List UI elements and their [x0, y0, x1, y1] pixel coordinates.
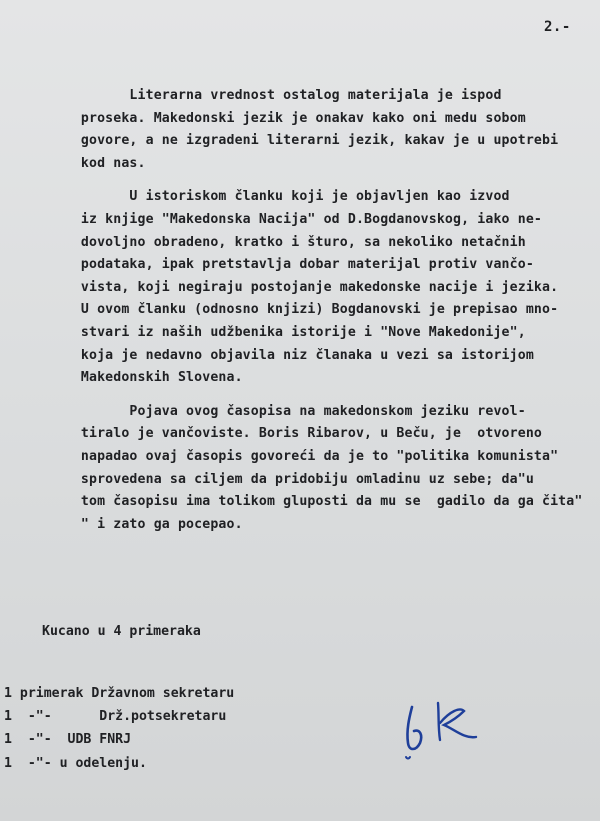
text-line: govore, a ne izgradeni literarni jezik, kakav je u upotrebi: [0, 133, 559, 149]
text-line: U ovom članku (odnosno knjizi) Bogdanovski je prepisao mno-: [0, 302, 559, 318]
distribution-item: 1 -"- UDB FNRJ: [4, 732, 132, 748]
document-body: [0, 85, 600, 547]
text-line: tom časopisu ima tolikom gluposti da mu se gadilo da ga čita": [0, 494, 583, 510]
text-line: U istoriskom članku koji je objavljen kao izvod: [0, 189, 510, 205]
paragraph-literary-value: [0, 85, 600, 175]
distribution-item: 1 primerak Državnom sekretaru: [4, 686, 235, 701]
text-line: podataka, ipak pretstavlja dobar materijal protiv vančo-: [0, 257, 534, 273]
paragraph-historical-article: [0, 186, 600, 389]
text-line: dovoljno obradeno, kratko i šturo, sa nekoliko netačnih: [0, 234, 526, 250]
distribution-list: [4, 682, 234, 775]
handwritten-signature: [398, 685, 498, 765]
page-number: 2.-: [544, 19, 571, 35]
text-line: Pojava ovog časopisa na makedonskom jeziku revol-: [0, 403, 526, 419]
distribution-item: 1 -"- Drž.potsekretaru: [4, 709, 227, 725]
text-line: Makedonskih Slovena.: [0, 370, 243, 386]
text-line: koja je nedavno objavila niz članaka u vezi sa istorijom: [0, 347, 534, 363]
signature-icon: [398, 685, 498, 765]
distribution-item: 1 -"- u odelenju.: [4, 755, 147, 771]
text-line: stvari iz naših udžbenika istorije i "Nove Makedonije",: [0, 324, 526, 340]
text-line: Literarna vrednost ostalog materijala je ispod: [0, 88, 502, 103]
text-line: sprovedena sa ciljem da pridobiju omladinu uz sebe; da"u: [0, 471, 534, 487]
copies-note: Kucano u 4 primeraka: [42, 624, 201, 639]
text-line: vista, koji negiraju postojanje makedonske nacije i jezika.: [0, 279, 559, 295]
text-line: napadao ovaj časopis govoreći da je to "politika komunista": [0, 448, 559, 464]
text-line: " i zato ga pocepao.: [0, 516, 243, 532]
paragraph-journal-reaction: [0, 401, 600, 537]
text-line: kod nas.: [0, 155, 146, 171]
text-line: iz knjige "Makedonska Nacija" od D.Bogdanovskog, iako ne-: [0, 211, 542, 227]
text-line: proseka. Makedonski jezik je onakav kako oni medu sobom: [0, 110, 526, 126]
text-line: tiralo je vančoviste. Boris Ribarov, u Beču, je otvoreno: [0, 426, 542, 442]
